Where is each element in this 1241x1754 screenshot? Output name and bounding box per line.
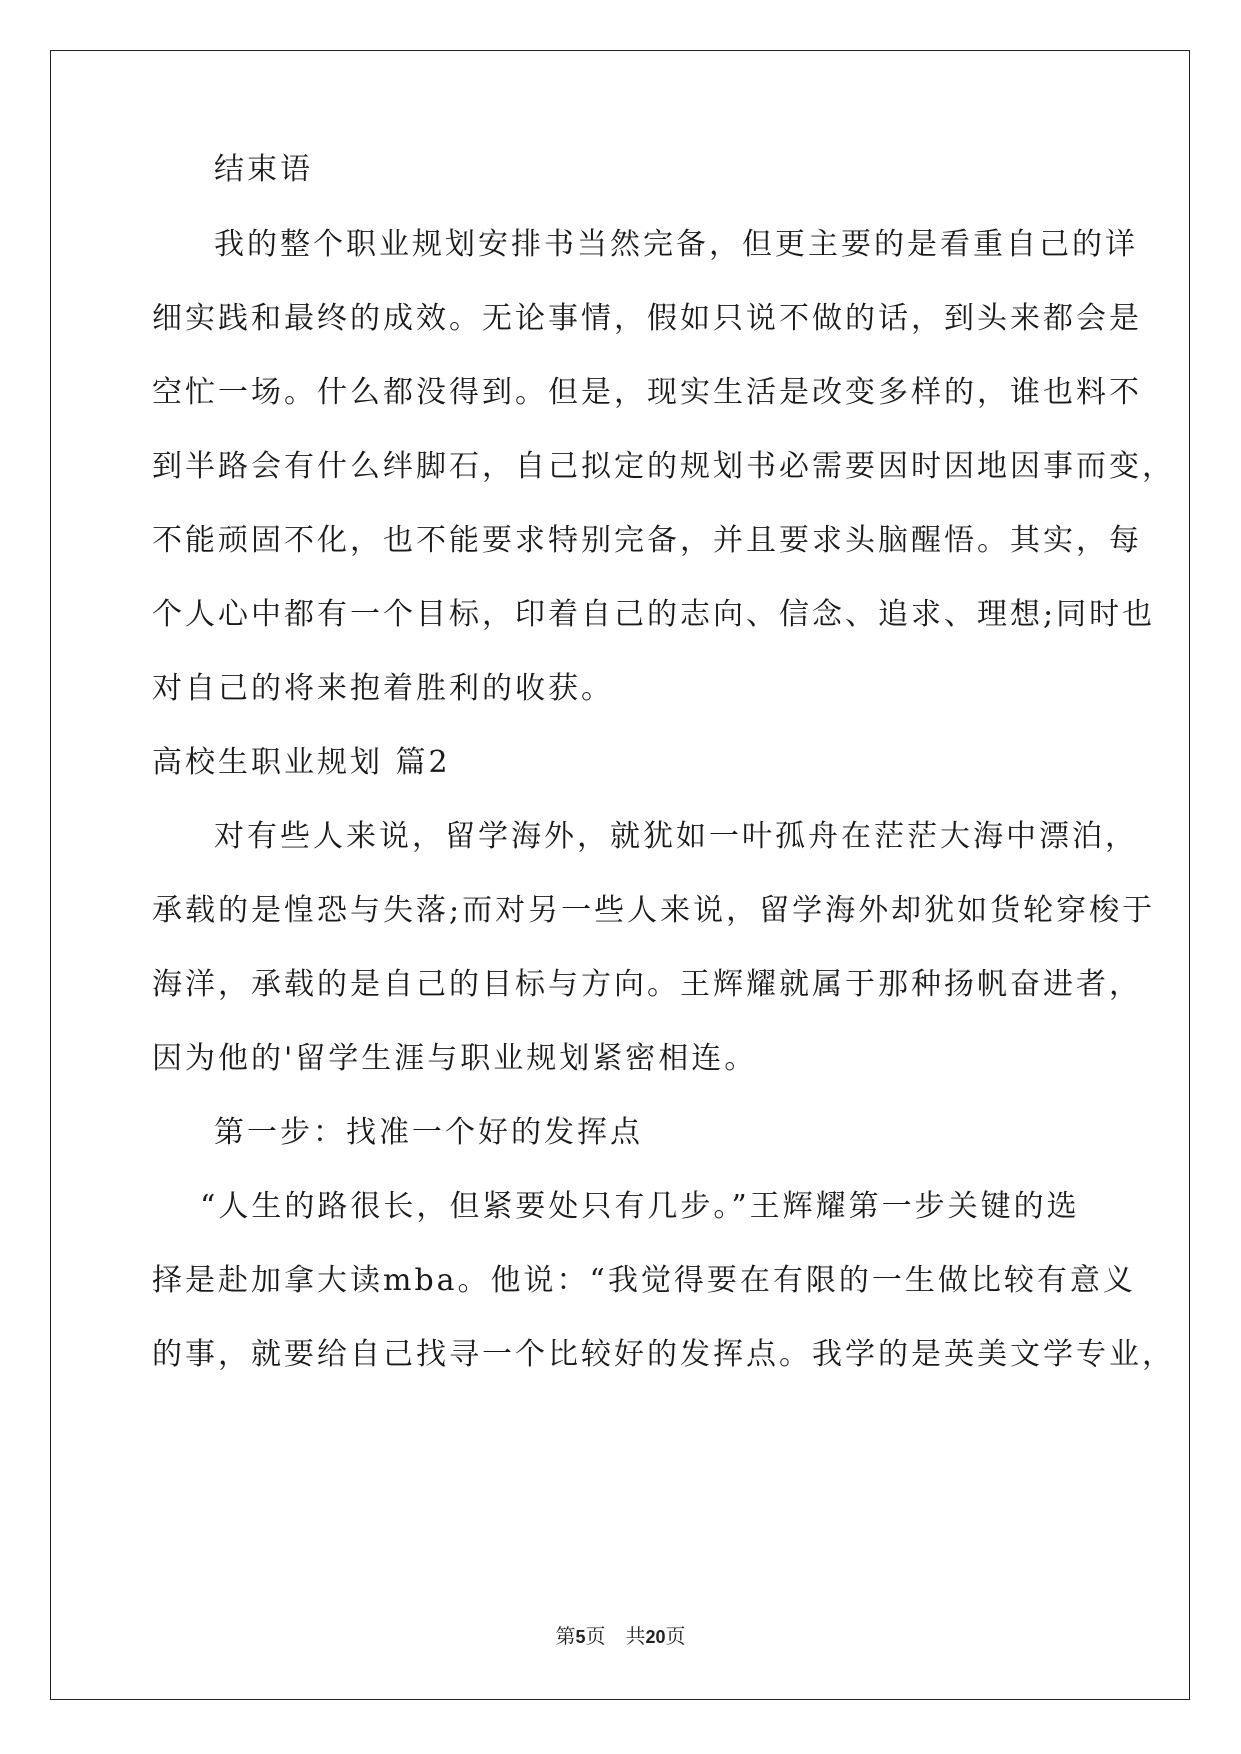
- paragraph-line: “人生的路很长，但紧要处只有几步。”王辉耀第一步关键的选: [200, 1189, 1080, 1224]
- footer-total-unit: 页: [665, 1626, 686, 1648]
- paragraph-line: 的事，就要给自己找寻一个比较好的发挥点。我学的是英美文学专业，: [152, 1337, 1175, 1372]
- subsection-heading: 第一步：找准一个好的发挥点: [214, 1115, 643, 1150]
- paragraph-line: 细实践和最终的成效。无论事情，假如只说不做的话，到头来都会是: [152, 301, 1142, 336]
- paragraph-line: 到半路会有什么绊脚石，自己拟定的规划书必需要因时因地因事而变，: [152, 449, 1175, 484]
- paragraph-line: 因为他的'留学生涯与职业规划紧密相连。: [152, 1041, 758, 1076]
- paragraph-line: 对自己的将来抱着胜利的收获。: [152, 671, 614, 706]
- paragraph-line: 个人心中都有一个目标，印着自己的志向、信念、追求、理想;同时也: [152, 597, 1156, 632]
- footer-page-prefix: 第: [555, 1626, 576, 1648]
- paragraph-line: 不能顽固不化，也不能要求特别完备，并且要求头脑醒悟。其实，每: [152, 523, 1142, 558]
- paragraph-line: 空忙一场。什么都没得到。但是，现实生活是改变多样的，谁也料不: [152, 375, 1142, 410]
- page-border: [50, 50, 1190, 1700]
- article-title: 高校生职业规划 篇2: [152, 745, 451, 780]
- footer-total-pages: 20: [645, 1627, 666, 1647]
- paragraph-line: 择是赴加拿大读mba。他说：“我觉得要在有限的一生做比较有意义: [152, 1263, 1136, 1298]
- footer-page-unit: 页: [585, 1626, 606, 1648]
- paragraph-line: 对有些人来说，留学海外，就犹如一叶孤舟在茫茫大海中漂泊，: [214, 819, 1138, 854]
- page-footer: [0, 1620, 1241, 1649]
- paragraph-line: 海洋，承载的是自己的目标与方向。王辉耀就属于那种扬帆奋进者，: [152, 967, 1142, 1002]
- footer-page-number: 5: [575, 1627, 586, 1647]
- paragraph-line: 承载的是惶恐与失落;而对另一些人来说，留学海外却犹如货轮穿梭于: [152, 893, 1156, 928]
- footer-total-prefix: 共: [625, 1626, 646, 1648]
- section-heading: 结束语: [214, 152, 313, 187]
- paragraph-line: 我的整个职业规划安排书当然完备，但更主要的是看重自己的详: [214, 227, 1138, 262]
